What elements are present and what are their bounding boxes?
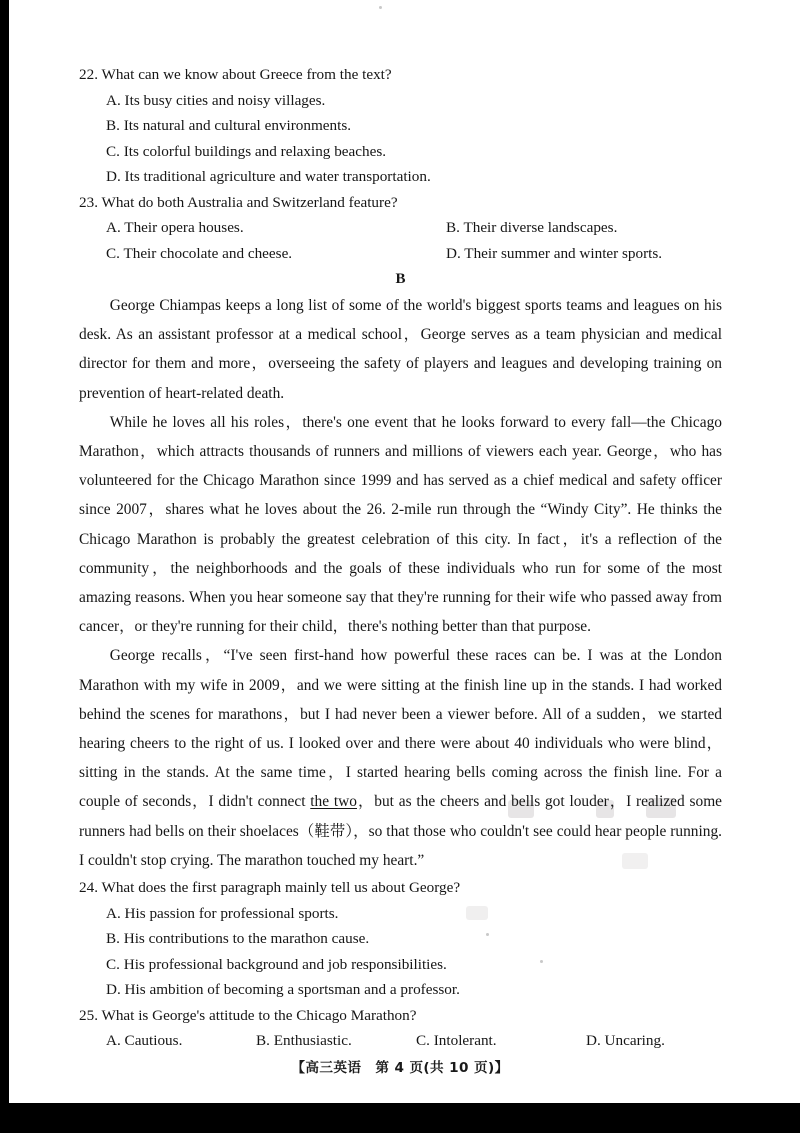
question-22-stem: 22. What can we know about Greece from the text? [79, 66, 392, 83]
question-24-option-b[interactable]: B. His contributions to the marathon cause. [106, 930, 370, 948]
scan-edge-left [0, 0, 9, 1133]
passage-p3-part-1: George recalls，“I've seen first-hand how powerful these races can be. I was at the London Marathon with my wife in 2009，and we were sitting at the finish line up in the stands. I had worked behind the scenes for marathons，but I had never been a viewer before. All of a sudden，we started hearing cheers to the right of us. I looked over and there were about 40 individuals who were blind，sitting in the stands. At the same time，I started hearing bells coming across the finish line. For a couple of seconds，I didn't connect [79, 647, 722, 811]
question-22-option-d[interactable]: D. Its traditional agriculture and water transportation. [106, 168, 431, 185]
question-22-option-c[interactable]: C. Its colorful buildings and relaxing beaches. [106, 142, 387, 160]
question-23-options-row-2 [79, 241, 722, 267]
question-25-option-d[interactable]: D. Uncaring. [586, 1032, 665, 1050]
question-23-option-c[interactable]: C. Their chocolate and cheese. [106, 244, 293, 262]
passage-p3-part-2: ，but as the cheers and bells got louder，I realized some runners had bells on their shoelaces（鞋带），so that those who couldn't see could hear people running. I couldn't stop crying. The marathon touched my heart.” [79, 793, 722, 869]
question-24-option-c[interactable]: C. His professional background and job responsibilities. [106, 955, 447, 973]
passage-paragraph-2: While he loves all his roles，there's one event that he looks forward to every fall—the Chicago Marathon，which attracts thousands of runners and millions of viewers each year. George，who has volunteered for the Chicago Marathon since 1999 and has served as a chief medical and safety officer since 2007，shares what he loves about the 26. 2-mile run through the “Windy City”. He thinks the Chicago Marathon is probably the greatest celebration of this city. In fact，it's a reflection of the community，the neighborhoods and the goals of these individuals who run for some of the most amazing reasons. When you hear someone say that they're running for their wife who passed away from cancer，or they're running for their child，there's nothing better than that purpose. [79, 413, 722, 636]
question-24-option-a[interactable]: A. His passion for professional sports. [106, 904, 339, 922]
passage-p3-underlined-phrase: the two [310, 793, 357, 811]
page-footer: 【高三英语 第 4 页(共 10 页)】 [291, 1060, 509, 1076]
question-23-option-d[interactable]: D. Their summer and winter sports. [446, 244, 663, 262]
question-25-options-row [79, 1028, 722, 1054]
question-23-options-row-1 [79, 215, 722, 241]
passage-paragraph-3 [79, 641, 722, 875]
question-25-option-a[interactable]: A. Cautious. [106, 1032, 183, 1050]
scan-speck [379, 6, 382, 9]
question-24-stem: 24. What does the first paragraph mainly tell us about George? [79, 879, 461, 897]
question-23-stem: 23. What do both Australia and Switzerland feature? [79, 193, 398, 211]
exam-content [79, 62, 722, 1054]
question-22-option-a[interactable]: A. Its busy cities and noisy villages. [106, 91, 326, 109]
question-23-option-a[interactable]: A. Their opera houses. [106, 219, 244, 236]
question-25-option-b[interactable]: B. Enthusiastic. [256, 1032, 352, 1050]
scan-edge-bottom [0, 1103, 800, 1133]
question-22-option-b[interactable]: B. Its natural and cultural environments. [106, 117, 352, 134]
section-letter-b: B [395, 271, 406, 287]
question-25-option-c[interactable]: C. Intolerant. [416, 1032, 497, 1050]
passage-paragraph-1: George Chiampas keeps a long list of some of the world's biggest sports teams and leagues on his desk. As an assistant professor at a medical school，George serves as a team physician and medical director for them and more，overseeing the safety of players and leagues and developing training on prevention of heart-related death. [79, 297, 722, 402]
question-23-option-b[interactable]: B. Their diverse landscapes. [446, 219, 618, 236]
question-24-option-d[interactable]: D. His ambition of becoming a sportsman and a professor. [106, 981, 460, 999]
question-25-stem: 25. What is George's attitude to the Chicago Marathon? [79, 1006, 417, 1024]
